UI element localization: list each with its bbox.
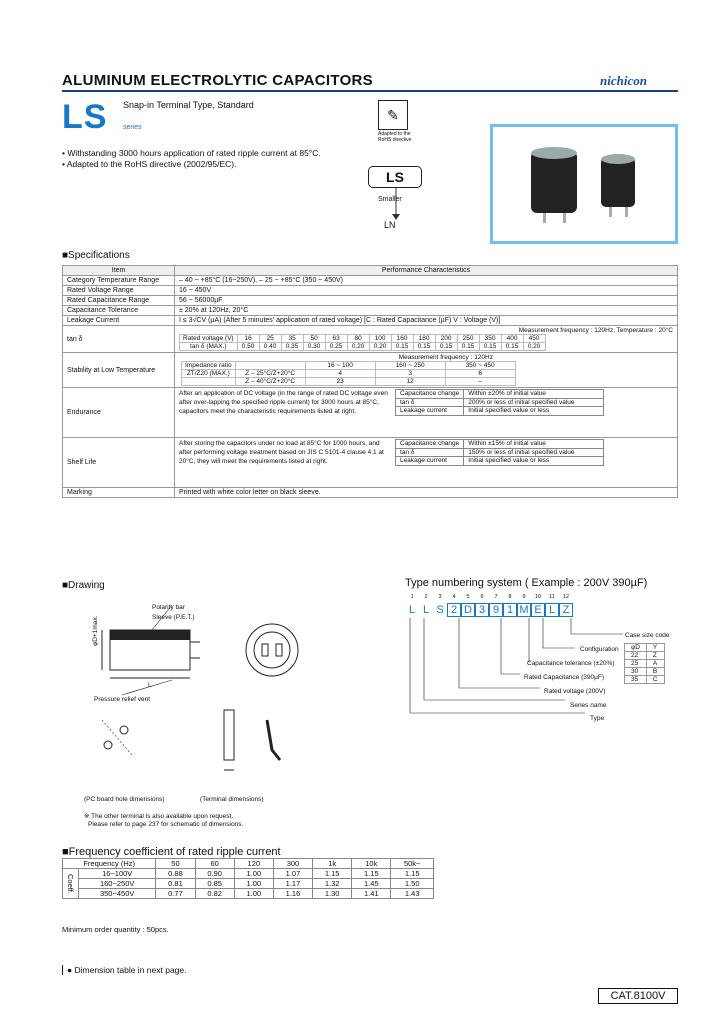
related-series: LN	[384, 220, 396, 230]
pcb-label: (PC board hole dimensions)	[84, 796, 165, 803]
min-order: Minimum order quantity : 50pcs.	[62, 925, 169, 934]
lowtemp-header: 16 ~ 100	[305, 362, 375, 370]
freq-value: 1.41	[352, 889, 391, 899]
spec-item: Category Temperature Range	[63, 276, 175, 286]
tan-voltage: 160	[391, 335, 413, 343]
tan-voltage: 80	[347, 335, 369, 343]
endurance-key: Capacitance change	[396, 390, 464, 399]
spec-item: Capacitance Tolerance	[63, 306, 175, 316]
freq-value: 1.45	[352, 879, 391, 889]
lowtemp-value: 12	[375, 378, 445, 386]
type-digit: 7	[494, 594, 498, 600]
tan-voltage: 35	[281, 335, 303, 343]
product-photo	[490, 124, 678, 244]
freq-value: 1.15	[313, 869, 352, 879]
endurance-val: Within ±20% of initial value	[464, 390, 604, 399]
catalog-number: CAT.8100V	[598, 988, 678, 1004]
tan-table	[179, 334, 546, 351]
config-cell: C	[646, 676, 664, 684]
type-code-char: D	[461, 603, 475, 617]
spec-item: Leakage Current	[63, 316, 175, 326]
type-code-char: E	[531, 603, 545, 617]
shelf-val: Initial specified value or less	[464, 457, 604, 466]
frequency-heading: ■Frequency coefficient of rated ripple current	[62, 846, 281, 858]
freq-value: 1.07	[273, 869, 312, 879]
table-row	[63, 353, 678, 388]
rohs-label: Adapted to the RoHS directive	[378, 131, 412, 143]
table-row	[63, 388, 678, 438]
feature-list	[62, 148, 321, 170]
type-label: Type	[590, 715, 605, 722]
tan-voltage: 180	[413, 335, 435, 343]
endurance-val: 200% or less of initial specified value	[464, 398, 604, 407]
shelf-text: After storing the capacitors under no load at 85°C for 1000 hours, and after performing voltage treatment based on JIS C 5101-4 clause 4.1 at 20°C, they will meet the requirements listed at right.	[179, 440, 384, 465]
lowtemp-value: 23	[305, 378, 375, 386]
shelf-key: Capacitance change	[396, 440, 464, 449]
endurance-key: tan δ	[396, 398, 464, 407]
lowtemp-ratio-label: Impedance ratio	[182, 362, 236, 370]
tan-voltage: 25	[259, 335, 281, 343]
table-row	[63, 438, 678, 488]
spec-value: ± 20% at 120Hz, 20°C	[175, 306, 678, 316]
polarity-label: Polarity bar	[152, 604, 185, 611]
tan-value: 0.30	[303, 343, 325, 351]
spec-col-item: Item	[63, 266, 175, 276]
endurance-key: Leakage current	[396, 407, 464, 416]
tan-voltage: 63	[325, 335, 347, 343]
freq-voltage: 16~100V	[79, 869, 156, 879]
spec-value: 56 ~ 56000µF	[175, 296, 678, 306]
type-code-char: L	[545, 603, 559, 617]
freq-value: 1.50	[391, 879, 434, 889]
endurance-val: Initial specified value or less	[464, 407, 604, 416]
freq-header: 120	[234, 859, 273, 869]
tan-value: 0.15	[479, 343, 501, 351]
tan-value: 0.50	[237, 343, 259, 351]
type-code-char: M	[517, 603, 531, 617]
type-code-char: L	[408, 604, 416, 616]
freq-value: 1.32	[313, 879, 352, 889]
config-cell: Z	[646, 652, 664, 660]
endurance-text: After an application of DC voltage (in the range of rated DC voltage even after over-lapping the specified ripple current) for 3000 hours at 85°C, capacitors meet the characteristic requirements listed at right.	[179, 390, 388, 415]
shelf-val: 150% or less of initial specified value	[464, 448, 604, 457]
freq-voltage: 350~450V	[79, 889, 156, 899]
type-code-char: 3	[475, 603, 489, 617]
config-cell: 35	[625, 676, 647, 684]
type-code-char: S	[436, 604, 444, 616]
frequency-label: Frequency (Hz)	[63, 859, 156, 869]
freq-value: 1.00	[234, 889, 273, 899]
tan-value: 0.20	[523, 343, 545, 351]
frequency-table	[62, 858, 434, 899]
tan-voltage: 450	[523, 335, 545, 343]
type-label: Series name	[570, 702, 607, 709]
spec-value: 16 ~ 450V	[175, 286, 678, 296]
type-digit: 1	[410, 594, 414, 600]
type-digit: 8	[508, 594, 512, 600]
table-row	[63, 326, 678, 353]
freq-header: 50	[156, 859, 195, 869]
freq-value: 0.77	[156, 889, 195, 899]
spec-item: Endurance	[63, 388, 175, 438]
type-numbering-heading: Type numbering system ( Example : 200V 390µF)	[405, 577, 648, 589]
type-label: Capacitance tolerance (±20%)	[527, 660, 615, 667]
spec-item: Rated Capacitance Range	[63, 296, 175, 306]
lowtemp-value: 4	[305, 370, 375, 378]
series-label: series	[123, 124, 142, 131]
freq-value: 1.15	[352, 869, 391, 879]
smaller-label: Smaller	[378, 196, 402, 203]
tan-value: 0.15	[435, 343, 457, 351]
tan-value: 0.15	[413, 343, 435, 351]
type-digit: 10	[534, 594, 542, 600]
config-table	[624, 643, 665, 684]
shelf-key: tan δ	[396, 448, 464, 457]
tan-voltage: 50	[303, 335, 325, 343]
freq-value: 1.15	[391, 869, 434, 879]
freq-voltage: 160~250V	[79, 879, 156, 889]
shelf-table	[395, 439, 604, 466]
freq-value: 0.81	[156, 879, 195, 889]
tan-voltage: 16	[237, 335, 259, 343]
shelf-val: Within ±15% of initial value	[464, 440, 604, 449]
freq-header: 10k	[352, 859, 391, 869]
type-digit: 6	[480, 594, 484, 600]
type-digit: 2	[424, 594, 428, 600]
type-code	[405, 603, 573, 617]
spec-item: Marking	[63, 488, 175, 498]
spec-item: Stability at Low Temperature	[63, 353, 175, 388]
freq-value: 1.17	[273, 879, 312, 889]
config-cell: A	[646, 660, 664, 668]
freq-value: 0.88	[156, 869, 195, 879]
tan-voltage: 100	[369, 335, 391, 343]
type-digits	[405, 594, 573, 600]
config-cell: 30	[625, 668, 647, 676]
lowtemp-value: 3	[375, 370, 445, 378]
freq-value: 0.90	[195, 869, 234, 879]
type-digit: 3	[438, 594, 442, 600]
pressure-label: Pressure relief vent	[94, 696, 150, 703]
rohs-icon: ✎	[378, 100, 408, 130]
dimension-note: ● Dimension table in next page.	[62, 965, 186, 975]
coeff-label: Coeff.	[63, 869, 79, 899]
type-code-char: 9	[489, 603, 503, 617]
shelf-key: Leakage current	[396, 457, 464, 466]
tan-value: 0.20	[347, 343, 369, 351]
freq-value: 1.16	[273, 889, 312, 899]
spec-col-perf: Performance Characteristics	[175, 266, 678, 276]
lowtemp-header: 160 ~ 250	[375, 362, 445, 370]
spec-value: – 40 ~ +85°C (16~250V), – 25 ~ +85°C (350 ~ 450V)	[175, 276, 678, 286]
spec-item: Shelf Life	[63, 438, 175, 488]
config-cell: B	[646, 668, 664, 676]
freq-header: 60	[195, 859, 234, 869]
lowtemp-value: 6	[445, 370, 515, 378]
lowtemp-header: 350 ~ 450	[445, 362, 515, 370]
freq-value: 1.00	[234, 869, 273, 879]
table-row	[63, 306, 678, 316]
freq-header: 1k	[313, 859, 352, 869]
config-header: Y	[646, 644, 664, 652]
freq-header: 300	[273, 859, 312, 869]
spec-item: tan δ	[63, 326, 175, 353]
series-name: LS	[62, 98, 108, 136]
freq-value: 0.82	[195, 889, 234, 899]
tan-voltage: 400	[501, 335, 523, 343]
dim-d-label: φD+1max.	[92, 615, 99, 646]
drawing-note: ※ The other terminal is also available upon request.	[84, 813, 234, 820]
drawing-note: Please refer to page 237 for schematic of dimensions.	[88, 821, 244, 828]
tan-voltage-label: Rated voltage (V)	[180, 335, 238, 343]
type-digit: 11	[549, 594, 555, 600]
brand-logo: nichicon	[600, 73, 647, 88]
title-divider	[62, 90, 678, 92]
config-cell: 22	[625, 652, 647, 660]
lowtemp-note: Measurement frequency : 120Hz	[398, 354, 493, 361]
tan-value: 0.35	[281, 343, 303, 351]
tan-note: Measurement frequency : 120Hz, Temperature : 20°C	[518, 327, 673, 334]
type-label: Configuration	[580, 646, 619, 653]
spec-item: Rated Voltage Range	[63, 286, 175, 296]
spec-value: Printed with white color letter on black sleeve.	[175, 488, 678, 498]
tan-value: 0.15	[457, 343, 479, 351]
page-title: ALUMINUM ELECTROLYTIC CAPACITORS	[62, 72, 373, 89]
lowtemp-ratio-sub: ZT/Z20 (MAX.)	[182, 370, 236, 378]
tan-voltage: 200	[435, 335, 457, 343]
series-subtitle: Snap-in Terminal Type, Standard	[123, 100, 254, 110]
dimension-drawing	[62, 600, 322, 810]
freq-value: 1.00	[234, 879, 273, 889]
type-code-char: L	[422, 604, 430, 616]
table-row	[63, 296, 678, 306]
terminal-label: (Terminal dimensions)	[200, 796, 264, 803]
freq-value: 1.30	[313, 889, 352, 899]
tan-voltage: 350	[479, 335, 501, 343]
drawing-heading: ■Drawing	[62, 580, 105, 591]
type-digit: 12	[562, 594, 570, 600]
tan-voltage: 250	[457, 335, 479, 343]
capacitor-photo-icon	[493, 127, 675, 241]
feature-item: • Withstanding 3000 hours application of rated ripple current at 85°C.	[62, 148, 321, 158]
config-cell: 25	[625, 660, 647, 668]
tan-value: 0.25	[325, 343, 347, 351]
type-digit: 9	[522, 594, 526, 600]
tan-value: 0.40	[259, 343, 281, 351]
dim-l-label: L	[148, 682, 152, 689]
spec-value: I ≤ 3√CV (µA) (After 5 minutes' application of rated voltage) [C : Rated Capacitance (µF) V : Voltage (V)]	[175, 316, 678, 326]
table-row	[63, 276, 678, 286]
type-code-char: 2	[447, 603, 461, 617]
table-row	[63, 316, 678, 326]
series-badge: LS	[368, 166, 422, 188]
specifications-heading: ■Specifications	[62, 250, 130, 261]
type-digit: 4	[452, 594, 456, 600]
type-code-char: 1	[503, 603, 517, 617]
lowtemp-cond: Z – 25°C/Z+20°C	[235, 370, 305, 378]
tan-value: 0.20	[369, 343, 391, 351]
lowtemp-table	[181, 361, 516, 386]
freq-header: 50k~	[391, 859, 434, 869]
tan-value-label: tan δ (MAX.)	[180, 343, 238, 351]
endurance-table	[395, 389, 604, 416]
specifications-table	[62, 265, 678, 498]
sleeve-label: Sleeve (P.E.T.)	[152, 614, 195, 621]
table-row	[63, 488, 678, 498]
feature-item: • Adapted to the RoHS directive (2002/95/EC).	[62, 159, 237, 169]
lowtemp-value: –	[445, 378, 515, 386]
freq-value: 1.43	[391, 889, 434, 899]
type-label: Case size code	[625, 632, 670, 639]
freq-value: 0.85	[195, 879, 234, 889]
type-label: Rated voltage (200V)	[544, 688, 606, 695]
type-code-char: Z	[559, 603, 573, 617]
config-header: φD	[625, 644, 647, 652]
type-label: Rated Capacitance (390µF)	[524, 674, 604, 681]
tan-value: 0.15	[391, 343, 413, 351]
type-digit: 5	[466, 594, 470, 600]
table-row	[63, 286, 678, 296]
lowtemp-cond: Z – 40°C/Z+20°C	[235, 378, 305, 386]
tan-value: 0.15	[501, 343, 523, 351]
